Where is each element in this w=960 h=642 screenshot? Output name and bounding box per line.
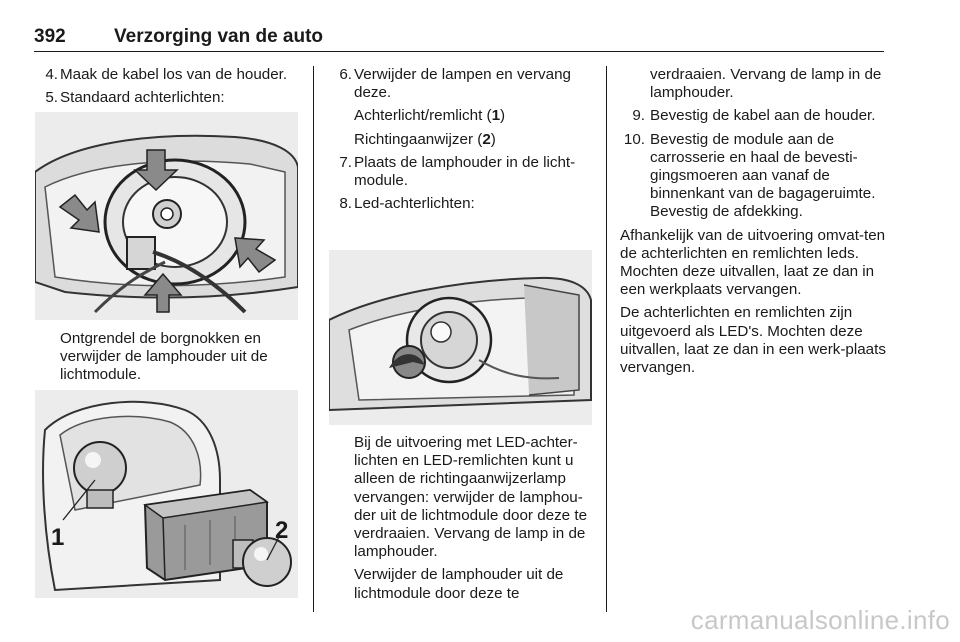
step-number: 4. (45, 66, 58, 83)
figure-led-tail-light (329, 250, 592, 425)
step-number: 7. (339, 153, 352, 171)
step-4 (34, 66, 300, 84)
step-text: Verwijder de lampen en vervang deze. (354, 66, 571, 102)
step-text: Bevestig de kabel aan de houder. (650, 107, 876, 125)
step-text: Led-achterlichten: (354, 195, 475, 213)
step-number: 9. (632, 107, 645, 125)
step-number: 5. (45, 89, 58, 107)
paragraph: Bij de uitvoering met LED-achter-lichten en LED-remlichten kunt u alleen de richtingaanwijzerlamp vervangen: verwijder de lamphou-der uit de lichtmodule door deze te verdraaien. Vervang de lamp in de lamphouder. (354, 434, 588, 561)
caption-text: Ontgrendel de borgnokken en verwijder de lamphouder uit de lichtmodule. (60, 330, 268, 384)
step-6 (328, 66, 592, 102)
column-divider-2 (606, 66, 607, 612)
item-tail-brake-light: Achterlicht/remlicht (1) (354, 107, 506, 125)
item-turn-signal: Richtingaanwijzer (2) (354, 130, 496, 148)
page-header (34, 25, 884, 52)
led-description (354, 434, 594, 608)
column-3 (620, 66, 890, 382)
paragraph: Verwijder de lamphouder uit de lichtmodule door deze te (354, 566, 564, 602)
column-1 (34, 66, 300, 112)
item-callout: 2 (482, 130, 491, 148)
callout-1: 1 (51, 524, 65, 551)
step-5 (34, 89, 300, 107)
step-text: Maak de kabel los van de houder. (60, 66, 288, 83)
step-text: Plaats de lamphouder in de licht-module. (354, 153, 576, 190)
item-callout: 1 (491, 107, 501, 125)
step-number: 10. (623, 130, 645, 148)
watermark: carmanualsonline.info (690, 605, 950, 635)
step-text: Standaard achterlichten: (60, 89, 225, 107)
figure-standard-tail-light (35, 112, 298, 320)
figure-1-caption (60, 330, 300, 385)
paragraph: Afhankelijk van de uitvoering omvat-ten de achterlichten en remlichten leds. Mochten deze uitvallen, laat ze dan in een werkplaats vervangen. (620, 226, 886, 299)
step-10 (620, 131, 890, 222)
column-divider-1 (313, 66, 314, 612)
step-number: 8. (339, 195, 352, 213)
figure-lamp-holder-bulbs (35, 390, 298, 598)
step-number: 6. (339, 66, 352, 83)
step-7 (328, 154, 592, 190)
continued-text: verdraaien. Vervang de lamp in de lamphouder. (650, 66, 882, 102)
column-2 (328, 66, 592, 218)
step-text: Bevestig de module aan de carrosserie en haal de bevesti-gingsmoeren aan vanaf de binnenkant van de bagageruimte. Bevestig de afdekking. (650, 130, 876, 221)
step-9 (620, 107, 890, 125)
page-title: Verzorging van de auto (114, 26, 324, 47)
page-number: 392 (34, 26, 66, 47)
callout-2: 2 (275, 517, 289, 544)
paragraph: De achterlichten en remlichten zijn uitgevoerd als LED's. Mochten deze uitvallen, laat ze dan in een werk-plaats vervangen. (620, 304, 886, 377)
step-8 (328, 195, 592, 213)
